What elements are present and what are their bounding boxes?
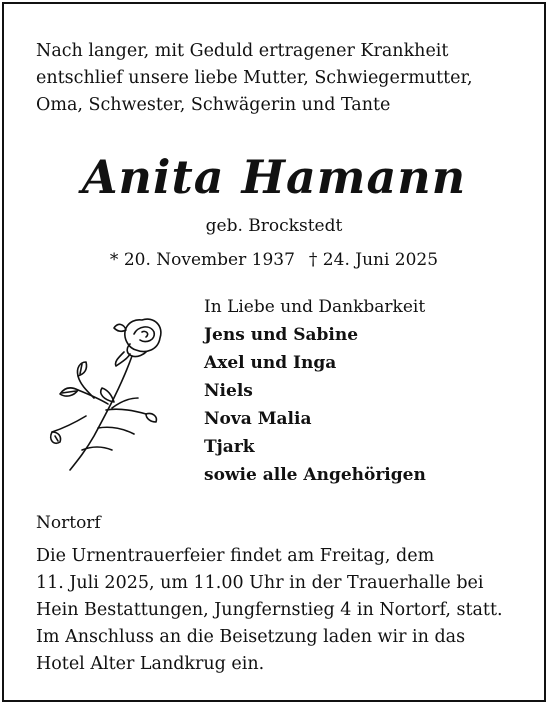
- service-text: [36, 543, 536, 678]
- service-line: Die Urnentrauerfeier findet am Freitag, dem: [36, 546, 435, 566]
- mourners-intro: In Liebe und Dankbarkeit: [204, 297, 426, 317]
- mourners-list: [204, 321, 524, 489]
- mourner-name: sowie alle Angehörigen: [204, 465, 426, 485]
- mourner-name: Nova Malia: [204, 409, 312, 429]
- deceased-name: Anita Hamann: [81, 150, 467, 204]
- birth-name: geb. Brockstedt: [205, 216, 343, 236]
- service-line: Hein Bestattungen, Jungfernstieg 4 in Nortorf, statt.: [36, 600, 503, 620]
- intro-line: Oma, Schwester, Schwägerin und Tante: [36, 95, 391, 115]
- mourner-name: Niels: [204, 381, 253, 401]
- intro-text: [36, 38, 526, 119]
- birth-date: * 20. November 1937: [109, 250, 295, 270]
- mourner-name: Tjark: [204, 437, 255, 457]
- death-date: † 24. Juni 2025: [308, 250, 439, 270]
- service-line: Hotel Alter Landkrug ein.: [36, 654, 265, 674]
- life-dates: [4, 248, 544, 272]
- rose-illustration: [42, 304, 172, 474]
- service-line: 11. Juli 2025, um 11.00 Uhr in der Trauerhalle bei: [36, 573, 484, 593]
- obituary-notice: [2, 2, 546, 702]
- intro-line: entschlief unsere liebe Mutter, Schwiegermutter,: [36, 68, 473, 88]
- place-name: Nortorf: [36, 513, 101, 533]
- mourner-name: Axel und Inga: [204, 353, 337, 373]
- intro-line: Nach langer, mit Geduld ertragener Krankheit: [36, 41, 449, 61]
- mourners-block: [204, 293, 524, 489]
- service-line: Im Anschluss an die Beisetzung laden wir in das: [36, 627, 466, 647]
- mourner-name: Jens und Sabine: [204, 325, 359, 345]
